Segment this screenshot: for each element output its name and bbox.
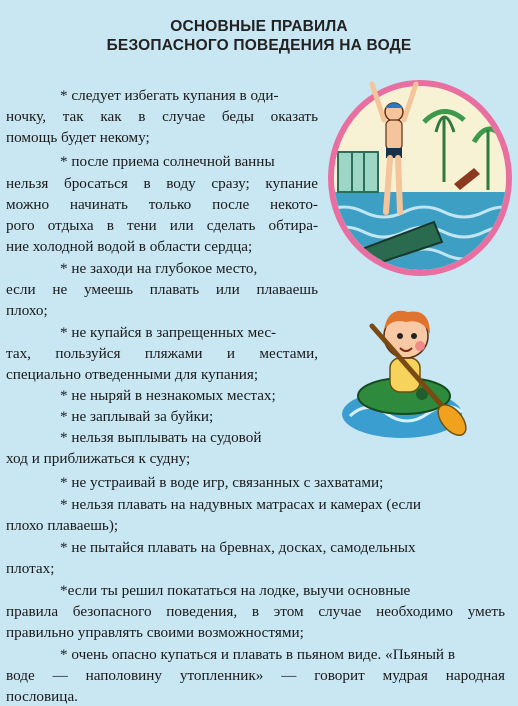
rule-12-line-2: воде — наполовину утопленник» — говорит мудрая народная (6, 667, 505, 684)
rule-2-line-3: можно начинать только после некото- (6, 196, 318, 213)
rule-9-line-1: * нельзя плавать на надувных матрасах и камерах (если (60, 496, 422, 513)
rule-2-line-2: нельзя бросаться в воду сразу; купание (6, 175, 318, 192)
page-title-line-2: БЕЗОПАСНОГО ПОВЕДЕНИЯ НА ВОДЕ (106, 37, 412, 54)
rule-3-line-2: если не умеешь плавать или плаваешь (6, 281, 318, 298)
rule-11-line-3: правильно управлять своими возможностями; (6, 624, 304, 641)
rule-2-line-1: * после приема солнечной ванны (60, 153, 275, 170)
rule-1-line-2: ночку, так как в случае беды оказать (6, 108, 318, 125)
rule-1-line-3: помощь будет некому; (6, 129, 150, 146)
rule-1-line-1: * следует избегать купания в оди- (60, 87, 279, 104)
rule-4-line-1: * не купайся в запрещенных мес- (60, 324, 277, 341)
rule-12-line-1: * очень опасно купаться и плавать в пьяном виде. «Пьяный в (60, 646, 456, 663)
rule-10-line-2: плотах; (6, 560, 55, 577)
rule-8-line-1: * не устраивай в воде игр, связанных с захватами; (60, 474, 384, 491)
rule-7-line-1: * нельзя выплывать на судовой (60, 429, 262, 446)
rule-5-line-1: * не ныряй в незнакомых местах; (60, 387, 276, 404)
rule-6-line-1: * не заплывай за буйки; (60, 408, 214, 425)
page-title-line-1: ОСНОВНЫЕ ПРАВИЛА (170, 18, 348, 35)
rule-2-line-5: ние холодной водой в области сердца; (6, 238, 253, 255)
rule-4-line-2: тах, пользуйся пляжами и местами, (6, 345, 318, 362)
rule-2-line-4: рого отдыха в тени или сделать обтира- (6, 217, 318, 234)
rule-3-line-3: плохо; (6, 302, 48, 319)
rule-11-line-1: *если ты решил покататься на лодке, выучи основные (60, 582, 411, 599)
rule-10-line-1: * не пытайся плавать на бревнах, досках, самодельных (60, 539, 416, 556)
rule-4-line-3: специально отведенными для купания; (6, 366, 259, 383)
rule-11-line-2: правила безопасного поведения, в этом случае необходимо уметь (6, 603, 505, 620)
rule-9-line-2: плохо плаваешь); (6, 517, 119, 534)
rule-3-line-1: * не заходи на глубокое место, (60, 260, 258, 277)
rule-7-line-2: ход и приближаться к судну; (6, 450, 191, 467)
rule-12-line-3: пословица. (6, 688, 78, 705)
